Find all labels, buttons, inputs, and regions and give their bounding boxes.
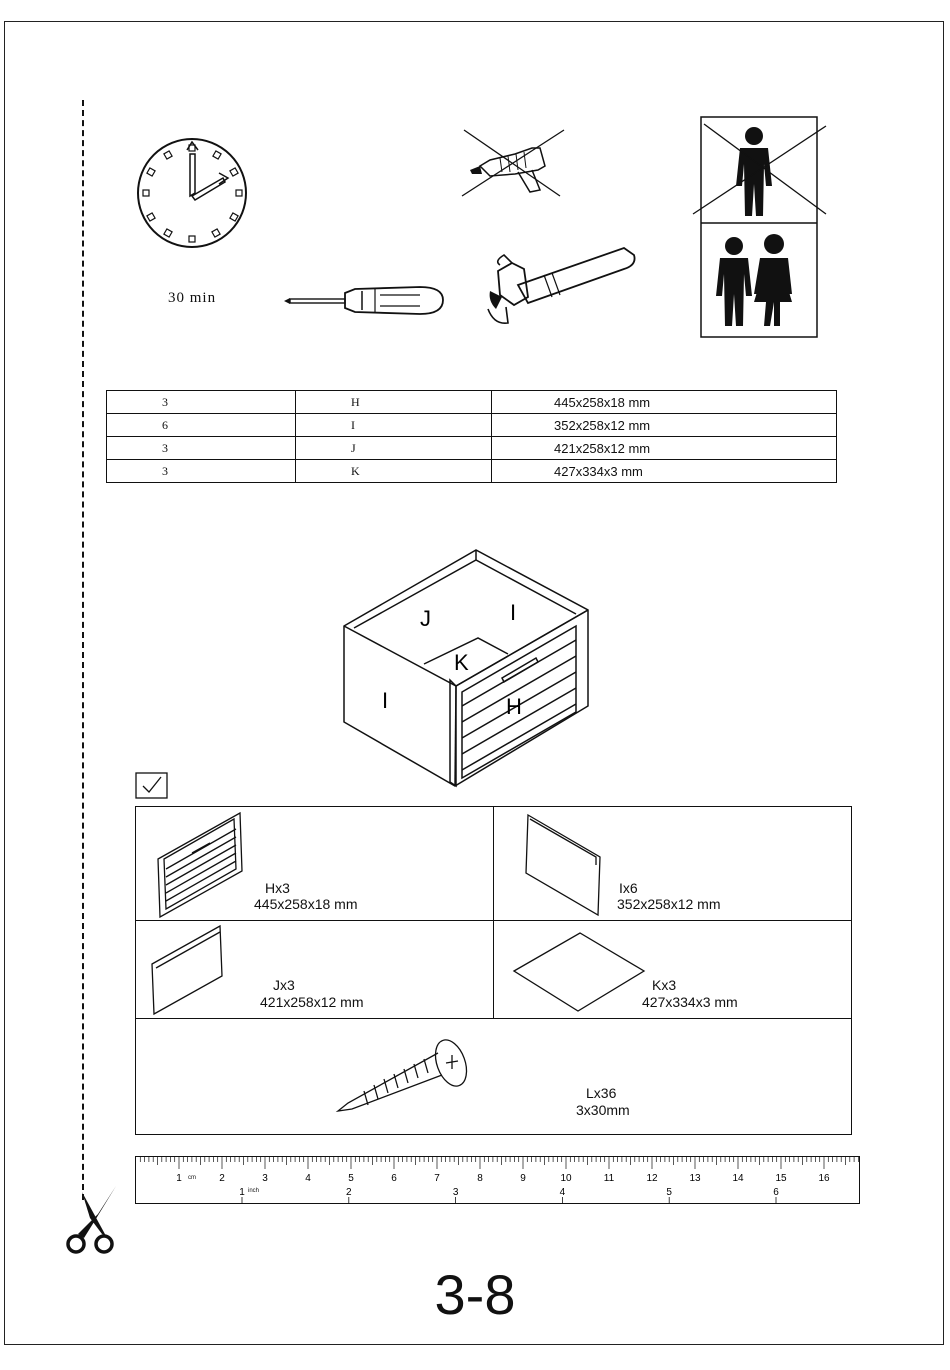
part-i-size: 352x258x12 mm bbox=[617, 896, 721, 912]
table-row bbox=[107, 437, 837, 460]
part-cell: H bbox=[296, 391, 492, 414]
cm-tick-label: 2 bbox=[219, 1173, 225, 1184]
label-i-back: I bbox=[510, 600, 517, 625]
panel-j-icon bbox=[150, 924, 226, 1016]
cm-tick-label: 14 bbox=[732, 1173, 744, 1184]
cm-tick-label: 9 bbox=[520, 1173, 526, 1184]
hammer-icon bbox=[484, 245, 639, 330]
cm-tick-label: 5 bbox=[348, 1173, 354, 1184]
cm-unit: cm bbox=[188, 1175, 196, 1181]
measurement-ruler bbox=[135, 1156, 860, 1204]
part-cell: I bbox=[296, 414, 492, 437]
checkbox-icon bbox=[135, 772, 169, 800]
cm-tick-label: 16 bbox=[818, 1173, 830, 1184]
parts-list-grid bbox=[135, 806, 852, 1135]
table-row bbox=[107, 460, 837, 483]
clock-icon bbox=[135, 136, 250, 251]
label-i-side: I bbox=[382, 688, 389, 713]
cm-tick-label: 4 bbox=[305, 1173, 311, 1184]
part-l-name: Lx36 bbox=[586, 1085, 617, 1101]
part-k-size: 427x334x3 mm bbox=[642, 994, 738, 1010]
cm-tick-label: 6 bbox=[391, 1173, 397, 1184]
inch-tick-label: 2 bbox=[346, 1187, 352, 1198]
part-j-size: 421x258x12 mm bbox=[260, 994, 364, 1010]
inch-unit: inch bbox=[248, 1188, 260, 1194]
panel-i-icon bbox=[524, 813, 604, 917]
part-h-size: 445x258x18 mm bbox=[254, 896, 358, 912]
qty-cell: 6 bbox=[107, 414, 296, 437]
inch-tick-label: 1 bbox=[239, 1187, 245, 1198]
cm-tick-label: 8 bbox=[477, 1173, 483, 1184]
page-number: 3-8 bbox=[434, 1263, 516, 1326]
inch-tick-label: 5 bbox=[666, 1187, 672, 1198]
size-cell: 421x258x12 mm bbox=[492, 437, 837, 460]
part-j-name: Jx3 bbox=[273, 977, 295, 993]
parts-table bbox=[106, 390, 837, 483]
scissors-icon bbox=[64, 1184, 120, 1258]
size-cell: 352x258x12 mm bbox=[492, 414, 837, 437]
part-cell: J bbox=[296, 437, 492, 460]
cm-tick-label: 7 bbox=[434, 1173, 440, 1184]
part-h-name: Hx3 bbox=[265, 880, 290, 896]
cm-tick-label: 12 bbox=[646, 1173, 658, 1184]
table-row bbox=[107, 391, 837, 414]
part-l-size: 3x30mm bbox=[576, 1102, 630, 1118]
cut-line bbox=[82, 100, 84, 1200]
panel-h-icon bbox=[156, 811, 246, 919]
cm-tick-label: 1 bbox=[176, 1173, 182, 1184]
part-k-name: Kx3 bbox=[652, 977, 677, 993]
part-i-name: Ix6 bbox=[619, 880, 638, 896]
cm-tick-label: 13 bbox=[689, 1173, 701, 1184]
no-drill-icon bbox=[460, 126, 568, 198]
cm-tick-label: 15 bbox=[775, 1173, 787, 1184]
qty-cell: 3 bbox=[107, 437, 296, 460]
screwdriver-icon bbox=[280, 283, 446, 317]
inch-tick-label: 6 bbox=[773, 1187, 779, 1198]
cm-tick-label: 11 bbox=[603, 1173, 615, 1184]
label-j: J bbox=[420, 606, 431, 631]
table-row bbox=[107, 414, 837, 437]
cm-tick-label: 10 bbox=[560, 1173, 572, 1184]
qty-cell: 3 bbox=[107, 460, 296, 483]
cm-tick-label: 3 bbox=[262, 1173, 268, 1184]
part-cell: K bbox=[296, 460, 492, 483]
ruler-ticks bbox=[136, 1157, 861, 1205]
inch-tick-label: 3 bbox=[452, 1187, 459, 1198]
panel-k-icon bbox=[512, 931, 646, 1015]
size-cell: 445x258x18 mm bbox=[492, 391, 837, 414]
qty-cell: 3 bbox=[107, 391, 296, 414]
label-k: K bbox=[454, 650, 469, 675]
screw-l-icon bbox=[334, 1033, 470, 1117]
assembled-drawer-diagram bbox=[340, 546, 592, 811]
time-label: 30 min bbox=[168, 290, 217, 306]
label-h: H bbox=[506, 694, 522, 719]
size-cell: 427x334x3 mm bbox=[492, 460, 837, 483]
inch-tick-label: 4 bbox=[559, 1187, 566, 1198]
two-people-required-icon bbox=[692, 116, 832, 338]
